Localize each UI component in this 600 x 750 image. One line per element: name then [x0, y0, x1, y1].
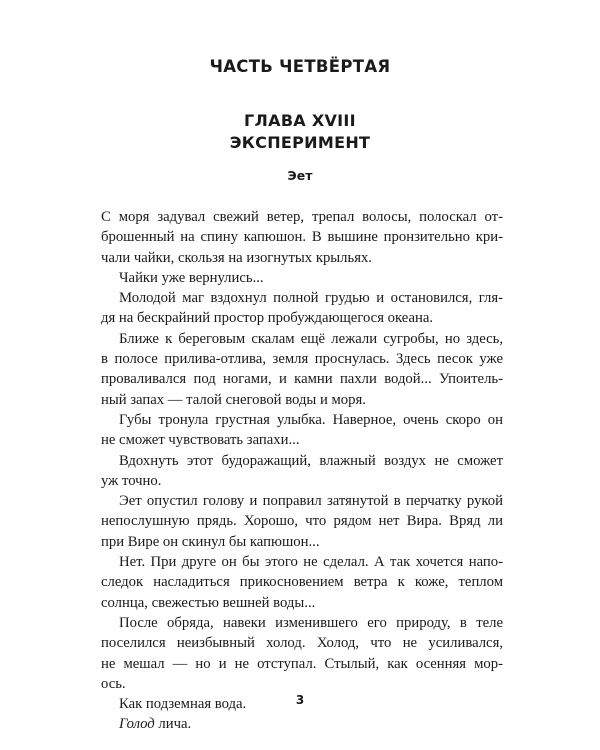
- page-number: 3: [295, 693, 305, 707]
- chapter-title: ЭКСПЕРИМЕНТ: [229, 133, 371, 152]
- text-line: Эет опустил голову и поправил затянутой в перчатку рукой: [119, 493, 503, 510]
- part-title: ЧАСТЬ ЧЕТВЁРТАЯ: [209, 57, 391, 76]
- text-line-rest: лича.: [158, 716, 192, 733]
- text-line: поселился неизбывный холод. Холод, что не усиливался,: [101, 635, 503, 652]
- text-line: дя на бескрайний простор пробуждающегося океана.: [101, 310, 434, 327]
- text-line: Нет. При друге он бы этого не сделал. А так хочется напо-: [119, 554, 503, 571]
- text-line: брошенный на спину капюшон. В вышине пронзительно кри-: [101, 229, 503, 246]
- italic-word: Голод: [119, 716, 155, 733]
- text-line: проваливался под ногами, и камни пахли водой... Упоитель-: [101, 371, 503, 388]
- text-line: ось.: [101, 675, 126, 692]
- text-line: Вдохнуть этот будоражащий, влажный воздух не сможет: [119, 452, 503, 469]
- text-line: в полосе прилива-отлива, земля проснулась. Здесь песок уже: [101, 351, 503, 368]
- text-line: Губы тронула грустная улыбка. Наверное, очень скоро он: [119, 411, 503, 428]
- text-line: не мешал — но и не отступал. Стылый, как осенняя мор-: [101, 655, 503, 672]
- text-line: не сможет чувствовать запахи...: [101, 432, 300, 449]
- text-line: Чайки уже вернулись...: [119, 269, 264, 286]
- text-line-final: [101, 714, 503, 734]
- body-text: [101, 207, 503, 735]
- text-line: Молодой маг вздохнул полной грудью и остановился, гля-: [119, 290, 503, 307]
- text-line: следок насладиться прикосновением ветра к коже, теплом: [101, 574, 503, 591]
- text-line: чали чайки, скользя на изогнутых крыльях.: [101, 249, 372, 266]
- text-line: С моря задувал свежий ветер, трепал волосы, полоскал от-: [101, 209, 503, 225]
- text-line: ный запах — талой снеговой воды и моря.: [101, 391, 366, 408]
- text-line: Ближе к береговым скалам ещё лежали сугробы, но здесь,: [119, 330, 503, 347]
- text-line: непослушную прядь. Хорошо, что рядом нет Вира. Вряд ли: [101, 513, 503, 530]
- text-line: уж точно.: [101, 472, 162, 489]
- text-line: солнца, свежестью вешней воды...: [101, 594, 316, 611]
- chapter-number: ГЛАВА XVIII: [244, 111, 356, 130]
- text-line: Как подземная вода.: [119, 696, 247, 713]
- text-line: После обряда, навеки изменившего его природу, в теле: [119, 614, 503, 631]
- section-heading: Эет: [287, 168, 313, 183]
- text-line: при Вире он скинул бы капюшон...: [101, 533, 320, 550]
